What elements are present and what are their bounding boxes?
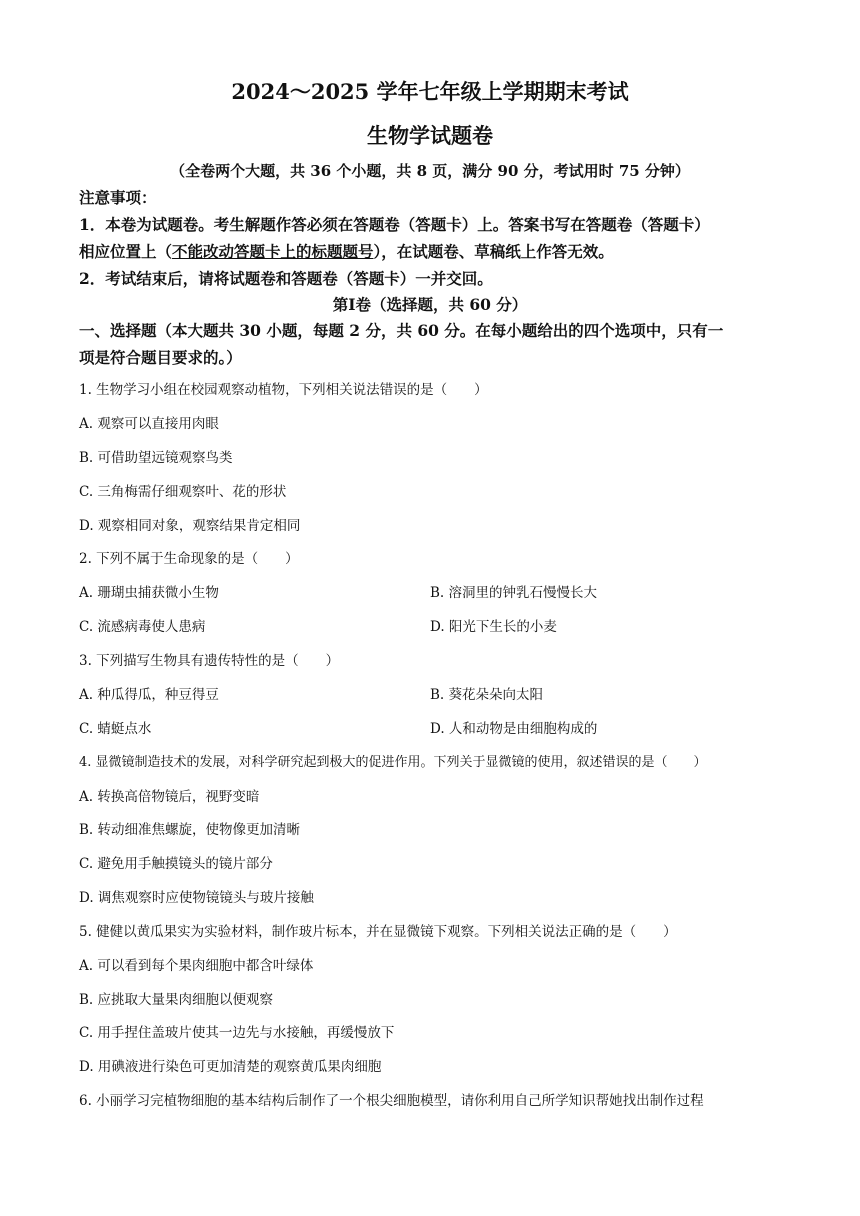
note-1-underlined: 不能改动答题卡上的标题题号 (172, 242, 374, 261)
note-1-text-b: ），在试题卷、草稿纸上作答无效。 (373, 242, 614, 261)
exam-title: 2024～2025 学年七年级上学期期末考试 (231, 79, 629, 104)
question-3-option-d: D. 人和动物是由细胞构成的 (430, 721, 598, 737)
question-4-option-d: D. 调焦观察时应使物镜镜头与玻片接触 (79, 890, 314, 906)
question-1-option-a: A. 观察可以直接用肉眼 (79, 416, 219, 432)
note-1-line-2 (79, 240, 789, 262)
question-4-stem: 4. 显微镜制造技术的发展，对科学研究起到极大的促进作用。下列关于显微镜的使用，叙述错误的是（ ） (79, 755, 707, 770)
part1-heading: 第Ⅰ卷（选择题，共 60 分） (332, 295, 528, 314)
notes-heading: 注意事项： (79, 188, 157, 207)
question-3-option-c: C. 蜻蜓点水 (79, 721, 152, 737)
question-2-stem: 2. 下列不属于生命现象的是（ ） (79, 551, 299, 567)
question-4-option-a: A. 转换高倍物镜后，视野变暗 (79, 789, 260, 805)
exam-info: （全卷两个大题，共 36 个小题，共 8 页，满分 90 分，考试用时 75 分钟） (170, 162, 690, 180)
question-2-option-a: A. 珊瑚虫捕获微小生物 (79, 585, 219, 601)
question-5-option-a: A. 可以看到每个果肉细胞中都含叶绿体 (79, 958, 314, 974)
question-3-stem: 3. 下列描写生物具有遗传特性的是（ ） (79, 653, 340, 669)
question-5-option-d: D. 用碘液进行染色可更加清楚的观察黄瓜果肉细胞 (79, 1059, 382, 1075)
question-1-option-d: D. 观察相同对象，观察结果肯定相同 (79, 518, 301, 534)
question-5-option-b: B. 应挑取大量果肉细胞以便观察 (79, 992, 274, 1008)
note-1-text-a: 相应位置上（ (79, 242, 173, 261)
question-5-option-c: C. 用手捏住盖玻片使其一边先与水接触，再缓慢放下 (79, 1025, 395, 1041)
question-2-option-c: C. 流感病毒使人患病 (79, 619, 206, 635)
question-1-stem: 1. 生物学习小组在校园观察动植物，下列相关说法错误的是（ ） (79, 382, 488, 398)
question-4-option-b: B. 转动细准焦螺旋，使物像更加清晰 (79, 822, 301, 838)
section-1-line-2: 项是符合题目要求的。） (79, 348, 242, 367)
question-2-option-b: B. 溶洞里的钟乳石慢慢长大 (430, 585, 598, 601)
note-1-line-1: 1．本卷为试题卷。考生解题作答必须在答题卷（答题卡）上。答案书写在答题卷（答题卡） (79, 215, 710, 234)
exam-subtitle: 生物学试题卷 (367, 123, 493, 148)
question-4-option-c: C. 避免用手触摸镜头的镜片部分 (79, 856, 273, 872)
question-3-option-a: A. 种瓜得瓜，种豆得豆 (79, 687, 219, 703)
question-1-option-c: C. 三角梅需仔细观察叶、花的形状 (79, 484, 287, 500)
question-2-option-d: D. 阳光下生长的小麦 (430, 619, 557, 635)
section-1-line-1: 一、选择题（本大题共 30 小题，每题 2 分，共 60 分。在每小题给出的四个选项中，只有一 (79, 321, 724, 340)
question-6-stem: 6. 小丽学习完植物细胞的基本结构后制作了一个根尖细胞模型，请你利用自己所学知识帮她找出制作过程 (79, 1093, 704, 1109)
note-2: 2．考试结束后，请将试题卷和答题卷（答题卡）一并交回。 (79, 269, 493, 288)
question-5-stem: 5. 健健以黄瓜果实为实验材料，制作玻片标本，并在显微镜下观察。下列相关说法正确的是（ ） (79, 924, 677, 940)
question-3-option-b: B. 葵花朵朵向太阳 (430, 687, 544, 703)
question-1-option-b: B. 可借助望远镜观察鸟类 (79, 450, 233, 466)
